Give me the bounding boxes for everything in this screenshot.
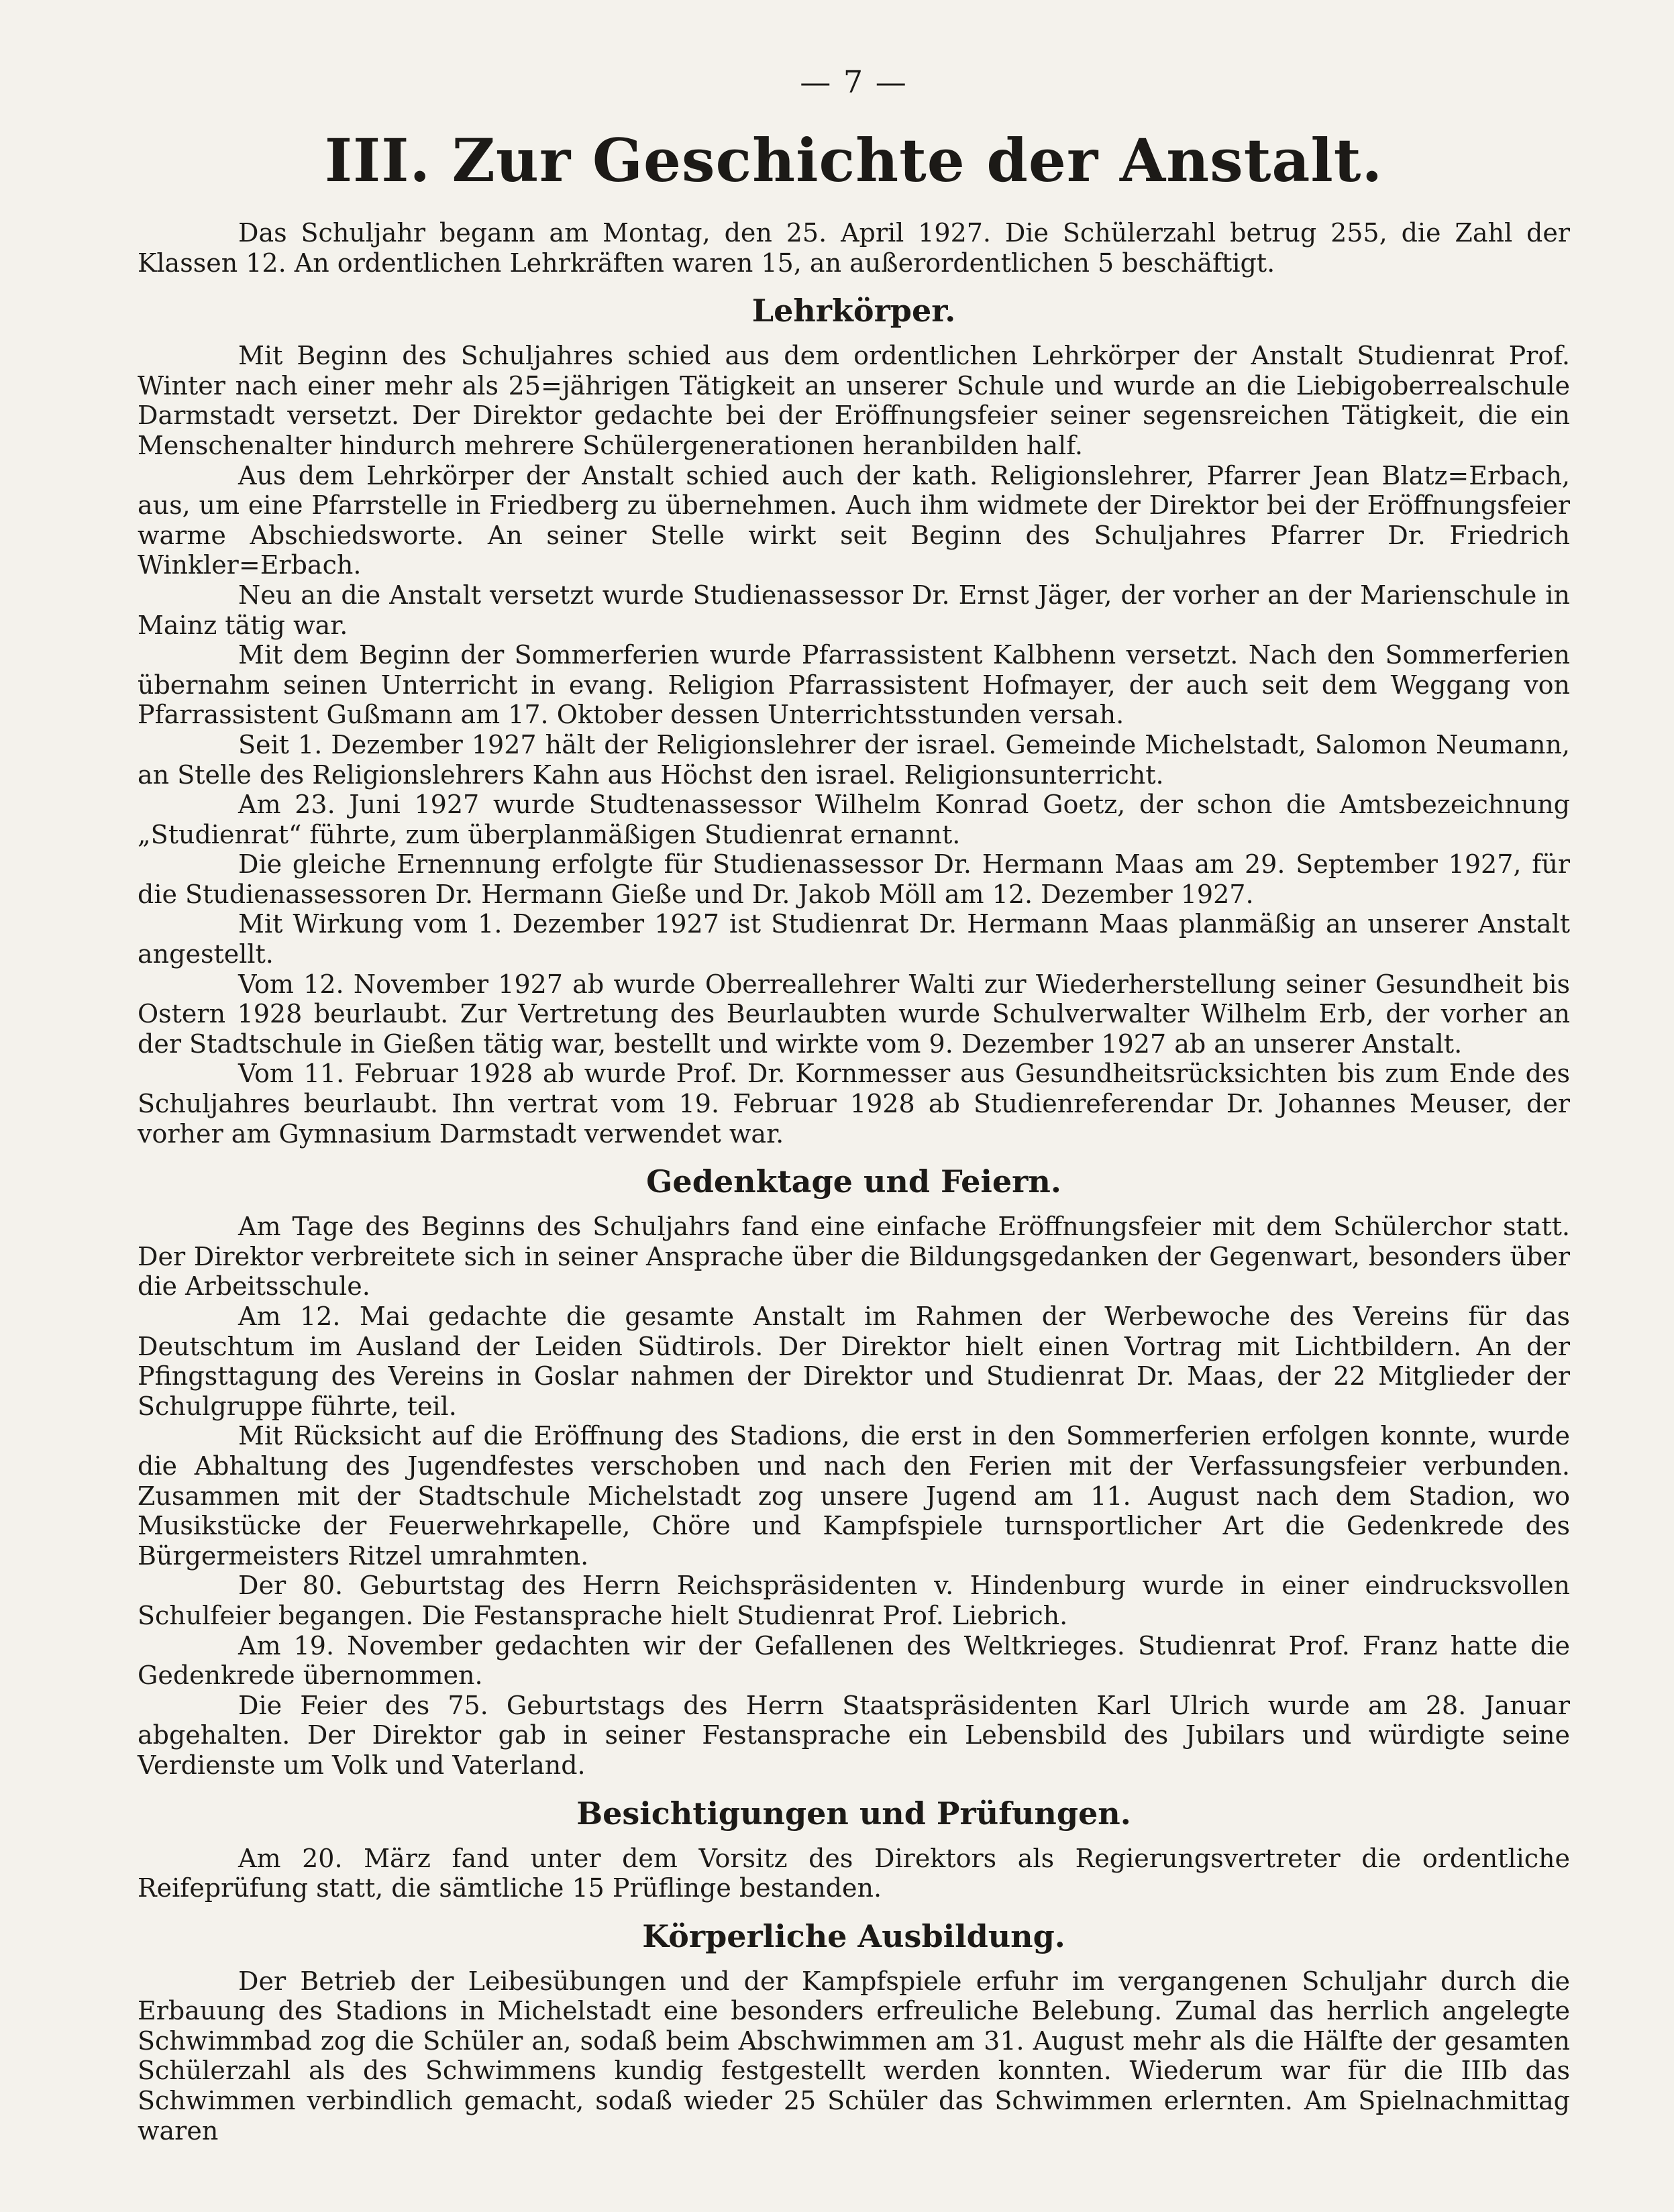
- paragraph: Der Betrieb der Leibesübungen und der Kampfspiele erfuhr im vergangenen Schuljahr durch die Erbauung des Stadions in Michelstadt eine besonders erfreuliche Belebung. Zumal das herrlich angelegte Schwimmbad zog die Schüler an, sodaß beim Abschwimmen am 31. August mehr als die Hälfte der gesamten Schülerzahl als des Schwimmens kundig festgestellt werden konnten. Wiederum war für die IIIb das Schwimmen verbindlich gemacht, sodaß wieder 25 Schüler das Schwimmen erlernten. Am Spielnachmittag waren: [138, 1966, 1570, 2146]
- paragraph: Neu an die Anstalt versetzt wurde Studienassessor Dr. Ernst Jäger, der vorher an der Marienschule in Mainz tätig war.: [138, 580, 1570, 640]
- paragraph: Vom 12. November 1927 ab wurde Oberreallehrer Walti zur Wiederherstellung seiner Gesundheit bis Ostern 1928 beurlaubt. Zur Vertretung des Beurlaubten wurde Schulverwalter Wilhelm Erb, der vorher an der Stadtschule in Gießen tätig war, bestellt und wirkte vom 9. Dezember 1927 ab an unserer Anstalt.: [138, 969, 1570, 1059]
- paragraph: Aus dem Lehrkörper der Anstalt schied auch der kath. Religionslehrer, Pfarrer Jean Blatz=Erbach, aus, um eine Pfarrstelle in Friedberg zu übernehmen. Auch ihm widmete der Direktor bei der Eröffnungsfeier warme Abschiedsworte. An seiner Stelle wirkt seit Beginn des Schuljahres Pfarrer Dr. Friedrich Winkler=Erbach.: [138, 460, 1570, 580]
- section-heading-besichtigungen: Besichtigungen und Prüfungen.: [576, 1795, 1131, 1832]
- paragraph: Mit Rücksicht auf die Eröffnung des Stadions, die erst in den Sommerferien erfolgen konnte, wurde die Abhaltung des Jugendfestes verschoben und nach den Ferien mit der Verfassungsfeier verbunden. Zusammen mit der Stadtschule Michelstadt zog unsere Jugend am 11. August nach dem Stadion, wo Musikstücke der Feuerwehrkapelle, Chöre und Kampfspiele turnsportlicher Art die Gedenkrede des Bürgermeisters Ritzel umrahmten.: [138, 1421, 1570, 1571]
- document-page: [138, 64, 1570, 2146]
- paragraph: Am 19. November gedachten wir der Gefallenen des Weltkrieges. Studienrat Prof. Franz hatte die Gedenkrede übernommen.: [138, 1630, 1570, 1691]
- paragraph: Die Feier des 75. Geburtstags des Herrn Staatspräsidenten Karl Ulrich wurde am 28. Januar abgehalten. Der Direktor gab in seiner Festansprache ein Lebensbild des Jubilars und würdigte seine Verdienste um Volk und Vaterland.: [138, 1690, 1570, 1780]
- section-heading-lehrkoerper: Lehrkörper.: [751, 293, 956, 329]
- paragraph: Am 20. März fand unter dem Vorsitz des Direktors als Regierungsvertreter die ordentliche Reifeprüfung statt, die sämtliche 15 Prüflinge bestanden.: [138, 1843, 1570, 1903]
- paragraph: Mit Wirkung vom 1. Dezember 1927 ist Studienrat Dr. Hermann Maas planmäßig an unserer Anstalt angestellt.: [138, 909, 1570, 969]
- paragraph: Seit 1. Dezember 1927 hält der Religionslehrer der israel. Gemeinde Michelstadt, Salomon Neumann, an Stelle des Religionslehrers Kahn aus Höchst den israel. Religionsunterricht.: [138, 729, 1570, 790]
- intro-paragraph: Das Schuljahr begann am Montag, den 25. April 1927. Die Schülerzahl betrug 255, die Zahl der Klassen 12. An ordentlichen Lehrkräften waren 15, an außerordentlichen 5 beschäftigt.: [138, 218, 1570, 278]
- section-heading-gedenktage: Gedenktage und Feiern.: [646, 1163, 1061, 1200]
- paragraph: Am 12. Mai gedachte die gesamte Anstalt im Rahmen der Werbewoche des Vereins für das Deutschtum im Ausland der Leiden Südtirols. Der Direktor hielt einen Vortrag mit Lichtbildern. An der Pfingsttagung des Vereins in Goslar nahmen der Direktor und Studienrat Dr. Maas, der 22 Mitglieder der Schulgruppe führte, teil.: [138, 1302, 1570, 1421]
- chapter-title: III. Zur Geschichte der Anstalt.: [324, 125, 1383, 195]
- paragraph: Am Tage des Beginns des Schuljahrs fand eine einfache Eröffnungsfeier mit dem Schülerchor statt. Der Direktor verbreitete sich in seiner Ansprache über die Bildungsgedanken der Gegenwart, besonders über die Arbeitsschule.: [138, 1212, 1570, 1302]
- paragraph: Mit Beginn des Schuljahres schied aus dem ordentlichen Lehrkörper der Anstalt Studienrat Prof. Winter nach einer mehr als 25=jährigen Tätigkeit an unserer Schule und wurde an die Liebigoberrealschule Darmstadt versetzt. Der Direktor gedachte bei der Eröffnungsfeier seiner segensreichen Tätigkeit, die ein Menschenalter hindurch mehrere Schülergenerationen heranbilden half.: [138, 341, 1570, 460]
- paragraph: Die gleiche Ernennung erfolgte für Studienassessor Dr. Hermann Maas am 29. September 1927, für die Studienassessoren Dr. Hermann Gieße und Dr. Jakob Möll am 12. Dezember 1927.: [138, 849, 1570, 909]
- section-heading-koerperliche-ausbildung: Körperliche Ausbildung.: [642, 1917, 1065, 1954]
- paragraph: Der 80. Geburtstag des Herrn Reichspräsidenten v. Hindenburg wurde in einer eindrucksvollen Schulfeier begangen. Die Festansprache hielt Studienrat Prof. Liebrich.: [138, 1571, 1570, 1630]
- paragraph: Vom 11. Februar 1928 ab wurde Prof. Dr. Kornmesser aus Gesundheitsrücksichten bis zum Ende des Schuljahres beurlaubt. Ihn vertrat vom 19. Februar 1928 ab Studienreferendar Dr. Johannes Meuser, der vorher am Gymnasium Darmstadt verwendet war.: [138, 1059, 1570, 1149]
- paragraph: Mit dem Beginn der Sommerferien wurde Pfarrassistent Kalbhenn versetzt. Nach den Sommerferien übernahm seinen Unterricht in evang. Religion Pfarrassistent Hofmayer, der auch seit dem Weggang von Pfarrassistent Gußmann am 17. Oktober dessen Unterrichtsstunden versah.: [138, 640, 1570, 730]
- page-number: — 7 —: [800, 64, 908, 100]
- paragraph: Am 23. Juni 1927 wurde Studtenassessor Wilhelm Konrad Goetz, der schon die Amtsbezeichnung „Studienrat“ führte, zum überplanmäßigen Studienrat ernannt.: [138, 790, 1570, 849]
